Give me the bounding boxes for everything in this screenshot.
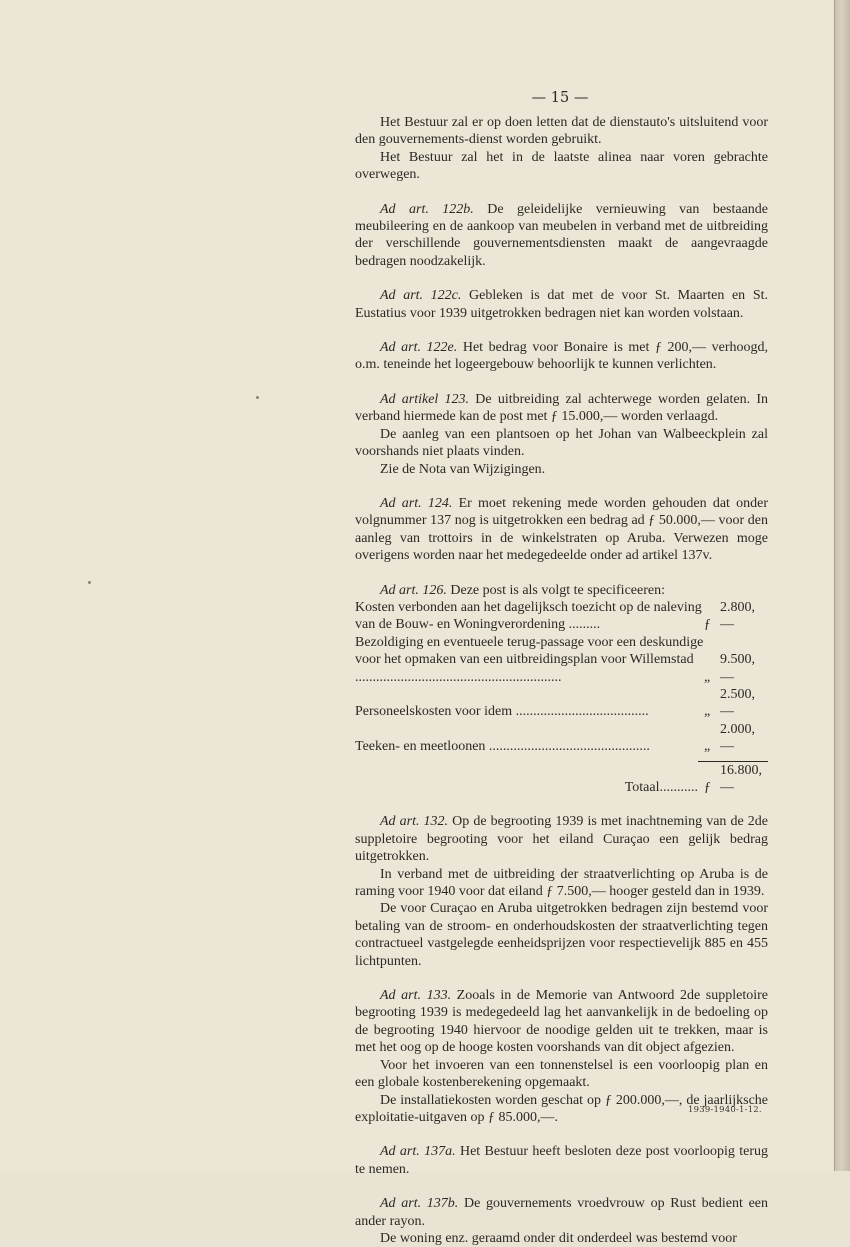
paper-speck	[88, 581, 91, 584]
spec-currency: „	[704, 669, 711, 685]
table-row	[355, 599, 768, 634]
article-reference: Ad art. 124.	[380, 495, 453, 511]
spec-amount: 2.000,—	[720, 721, 755, 755]
total-currency: ƒ	[704, 780, 711, 795]
paragraph: Het Bestuur zal het in de laatste alinea naar voren gebrachte overwegen.	[355, 149, 768, 183]
paragraph	[355, 287, 768, 322]
spec-description: Bezoldiging en eventueele terug-passage voor een deskundige voor het opmaken van een uitbreidingsplan voor Willemstad ...........................................................	[355, 634, 704, 685]
article-reference: Ad art. 132.	[380, 814, 449, 830]
specification-table	[355, 599, 768, 796]
paragraph: De voor Curaçao en Aruba uitgetrokken bedragen zijn bestemd voor betaling van de stroom- en onderhoudskosten der straatverlichting tegen contractueel vastgelegde eenheidsprijzen voor respectievelijk 885 en 455 lichtpunten.	[355, 901, 768, 969]
page-edge	[834, 0, 850, 1171]
paragraph-text: Deze post is als volgt te specificeeren:	[450, 582, 665, 598]
total-amount: 16.800,—	[720, 762, 762, 795]
paragraph	[355, 582, 768, 599]
total-label: Totaal...........	[624, 780, 698, 795]
table-row	[355, 721, 768, 756]
paragraph: In verband met de uitbreiding der straatverlichting op Aruba is de raming voor 1940 voor dat eiland ƒ 7.500,— hooger gesteld dan in 1939.	[355, 866, 768, 900]
paragraph-text: De geleidelijke vernieuwing van bestaande meubileering en de aankoop van meubelen in verband met de uitbreiding der verschillende gouvernementsdiensten maakt de aangevraagde bedragen noodzakelijk.	[355, 201, 769, 269]
paragraph: Het Bestuur zal er op doen letten dat de dienstauto's uitsluitend voor den gouvernements-dienst worden gebruikt.	[355, 115, 768, 148]
table-row	[355, 686, 768, 721]
paragraph-text: Op de begrooting 1939 is met inachtneming van de 2de suppletoire begrooting voor het eiland Curaçao een gelijk bedrag uitgetrokken.	[355, 814, 769, 865]
article-reference: Ad art. 122e.	[380, 340, 458, 356]
paragraph-text: Zooals in de Memorie van Antwoord 2de suppletoire begrooting 1939 is medegedeeld lag het aanvankelijk in de bedoeling op de begrooting 1940 hiervoor de noodige gelden uit te trekken, maar is met het oog op de hooge kosten voorshands van dit object afgezien.	[355, 988, 768, 1056]
paragraph	[355, 813, 768, 865]
spec-amount: 2.800,—	[720, 599, 755, 633]
paragraph-text: De uitbreiding zal achterwege worden gelaten. In verband hiermede kan de post met ƒ 15.000,— worden verlaagd.	[355, 391, 768, 425]
footer-code: 1939-1940-1-12.	[688, 1105, 762, 1115]
paragraph: Zie de Nota van Wijzigingen.	[380, 461, 546, 477]
spec-currency: „	[704, 704, 711, 720]
paper-speck	[256, 396, 259, 399]
spec-description: Kosten verbonden aan het dagelijksch toezicht op de naleving van de Bouw- en Woningverordening .........	[355, 599, 702, 633]
article-reference: Ad art. 122c.	[380, 288, 462, 304]
table-row	[355, 634, 768, 686]
paragraph	[355, 987, 768, 1057]
spec-amount: 9.500,—	[720, 652, 755, 685]
paragraph	[355, 391, 768, 426]
spec-description: Personeelskosten voor idem ......................................	[355, 704, 649, 720]
article-reference: Ad artikel 123.	[380, 391, 470, 407]
paragraph-text: Het Bestuur heeft besloten deze post voorloopig terug te nemen.	[355, 1144, 769, 1177]
paragraph	[355, 339, 768, 374]
article-reference: Ad art. 133.	[380, 988, 452, 1004]
article-reference: Ad art. 126.	[380, 582, 447, 598]
paragraph: Voor het invoeren van een tonnenstelsel is een voorloopig plan en een globale kostenberekening opgemaakt.	[355, 1057, 768, 1091]
paragraph: De installatiekosten worden geschat op ƒ 200.000,—, de jaarlijksche exploitatie-uitgaven op ƒ 85.000,—.	[355, 1092, 768, 1125]
paragraph: De woning enz. geraamd onder dit onderdeel was bestemd voor	[380, 1230, 737, 1246]
article-reference: Ad art. 137b.	[380, 1196, 459, 1212]
paragraph	[355, 1143, 768, 1178]
total-row	[355, 762, 768, 797]
spec-description: Teeken- en meetloonen ..............................................	[355, 739, 650, 755]
paragraph-text: De gouvernements vroedvrouw op Rust bedient een ander rayon.	[355, 1196, 769, 1229]
paragraph	[355, 1195, 768, 1230]
article-reference: Ad art. 122b.	[380, 201, 474, 217]
page-number: — 15 —	[531, 90, 589, 106]
spec-amount: 2.500,—	[720, 686, 755, 720]
paragraph: De aanleg van een plantsoen op het Johan van Walbeeckplein zal voorshands niet plaats vinden.	[355, 426, 768, 460]
spec-currency: ƒ	[704, 617, 711, 633]
article-reference: Ad art. 137a.	[380, 1144, 456, 1160]
paragraph-text: Gebleken is dat met de voor St. Maarten en St. Eustatius voor 1939 uitgetrokken bedragen niet kan worden volstaan.	[355, 288, 768, 321]
paragraph-text: Er moet rekening mede worden gehouden dat onder volgnummer 137 nog is uitgetrokken een bedrag ad ƒ 50.000,— voor den aanleg van trottoirs in de winkelstraten op Aruba. Verwezen moge overigens worden naar het medegedeelde onder ad artikel 137v.	[355, 495, 769, 564]
spec-currency: „	[704, 739, 711, 755]
paragraph-text: Het bedrag voor Bonaire is met ƒ 200,— verhoogd, o.m. teneinde het logeergebouw behoorlijk te kunnen verlichten.	[355, 340, 768, 373]
document-body	[355, 114, 768, 1247]
paragraph	[355, 201, 768, 271]
paragraph	[355, 495, 768, 565]
